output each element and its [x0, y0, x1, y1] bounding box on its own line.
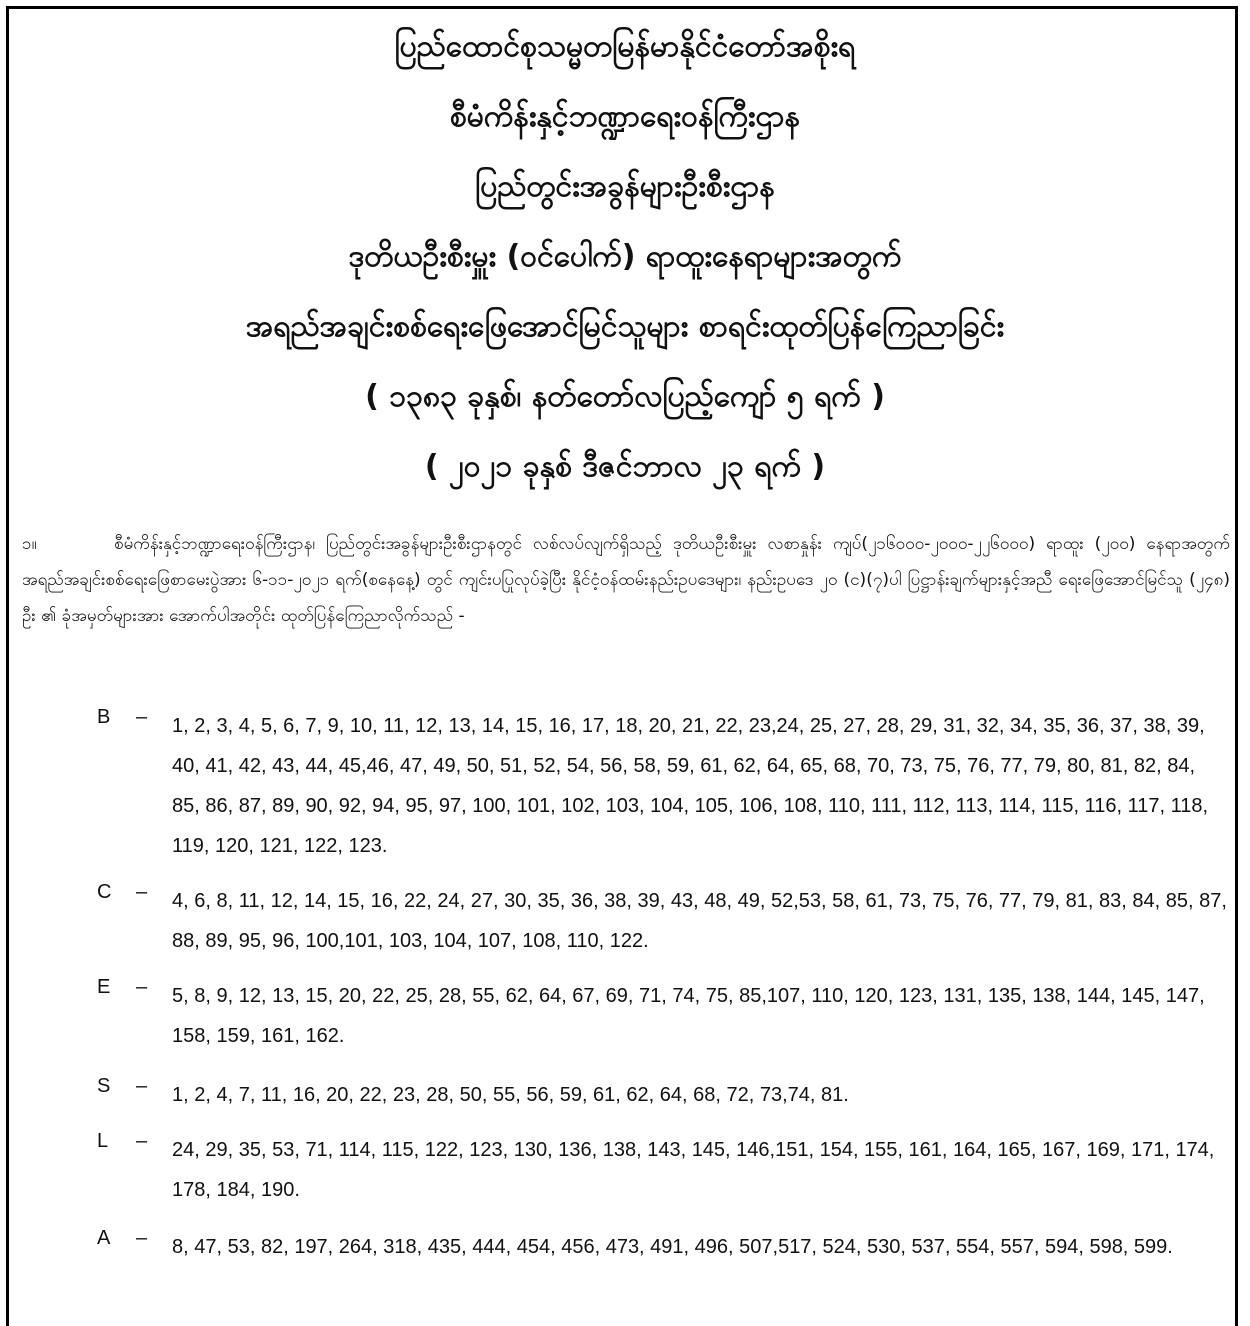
heading-government: ပြည်ထောင်စုသမ္မတမြန်မာနိုင်ငံတော်အစိုးရ [394, 29, 856, 64]
heading-ministry: စီမံကိန်းနှင့်ဘဏ္ဍာရေးဝန်ကြီးဌာန [449, 99, 801, 134]
list-dash: – [136, 1130, 148, 1152]
paragraph-number: ၁။ [22, 534, 37, 554]
heading-myanmar-date: ( ၁၃၈၃ ခုနှစ်၊ နတ်တော်လပြည့်ကျော် ၅ ရက် ) [365, 379, 885, 414]
heading-gregorian-date: ( ၂၀၂၁ ခုနှစ် ဒီဇင်ဘာလ ၂၃ ရက် ) [424, 449, 826, 484]
list-dash: – [136, 881, 148, 903]
list-numbers: 8, 47, 53, 82, 197, 264, 318, 435, 444, 454, 456, 473, 491, 496, 507,517, 524, 530, 537, 554, 557, 594, 598, 599. [172, 1236, 1173, 1258]
intro-paragraph [22, 526, 1230, 634]
list-letter: E [97, 976, 111, 998]
list-letter: S [97, 1075, 111, 1097]
list-numbers: 5, 8, 9, 12, 13, 15, 20, 22, 25, 28, 55, 62, 64, 67, 69, 71, 74, 75, 85,107, 110, 120, 123, 131, 135, 138, 144, 145, 147, 158, 159, 161, 162. [172, 985, 1205, 1047]
list-letter: C [97, 881, 112, 903]
list-dash: – [136, 706, 148, 728]
list-numbers: 4, 6, 8, 11, 12, 14, 15, 16, 22, 24, 27, 30, 35, 36, 38, 39, 43, 48, 49, 52,53, 58, 61, 73, 75, 76, 77, 79, 81, 83, 84, 85, 87, 88, 89, 95, 96, 100,101, 103, 104, 107, 108, 110, 122. [172, 890, 1227, 952]
list-dash: – [136, 1227, 148, 1249]
list-numbers: 1, 2, 4, 7, 11, 16, 20, 22, 23, 28, 50, 55, 56, 59, 61, 62, 64, 68, 72, 73,74, 81. [172, 1084, 849, 1106]
list-letter: A [97, 1227, 111, 1249]
list-numbers: 24, 29, 35, 53, 71, 114, 115, 122, 123, 130, 136, 138, 143, 145, 146,151, 154, 155, 161, 164, 165, 167, 169, 171, 174, 178, 184, 190. [172, 1139, 1215, 1201]
heading-position: ဒုတိယဦးစီးမှူး (ဝင်ပေါက်) ရာထူးနေရာများအတွက် [348, 239, 902, 274]
list-letter: B [97, 706, 111, 728]
list-letter: L [97, 1130, 109, 1152]
paragraph-text: စီမံကိန်းနှင့်ဘဏ္ဍာရေးဝန်ကြီးဌာန၊ ပြည်တွင်းအခွန်များဦးစီးဌာနတွင် လစ်လပ်လျက်ရှိသည့် ဒုတိယဦးစီးမှူး လစာနှုန်း ကျပ်(၂၁၆၀၀၀-၂၀၀၀-၂၂၆၀၀၀) ရာထူး (၂၀၀) နေရာအတွက် အရည်အချင်းစစ်ရေးဖြေစာမေးပွဲအား ၆-၁၁-၂၀၂၁ ရက်(စနေနေ့) တွင် ကျင်းပပြုလုပ်ခဲ့ပြီး နိုင်ငံ့ဝန်ထမ်းနည်းဥပဒေများ၊ နည်းဥပဒေ ၂၀ (င)(၇)ပါ ပြဋ္ဌာန်းချက်များနှင့်အညီ ရေးဖြေအောင်မြင်သူ (၂၄၈) ဦး ၏ ခုံအမှတ်များအား အောက်ပါအတိုင်း ထုတ်ပြန်ကြေညာလိုက်သည် - [22, 534, 1230, 626]
list-dash: – [136, 976, 148, 998]
list-numbers: 1, 2, 3, 4, 5, 6, 7, 9, 10, 11, 12, 13, 14, 15, 16, 17, 18, 20, 21, 22, 23,24, 25, 27, 28, 29, 31, 32, 34, 35, 36, 37, 38, 39, 40, 41, 42, 43, 44, 45,46, 47, 49, 50, 51, 52, 54, 56, 58, 59, 61, 62, 64, 65, 68, 70, 73, 75, 76, 77, 79, 80, 81, 82, 84, 85, 86, 87, 89, 90, 92, 94, 95, 97, 100, 101, 102, 103, 104, 105, 106, 108, 110, 111, 112, 113, 114, 115, 116, 117, 118, 119, 120, 121, 122, 123. [172, 715, 1209, 857]
list-dash: – [136, 1075, 148, 1097]
heading-announcement: အရည်အချင်းစစ်ရေးဖြေအောင်မြင်သူများ စာရင်းထုတ်ပြန်ကြေညာခြင်း [245, 309, 1005, 344]
heading-department: ပြည်တွင်းအခွန်များဦးစီးဌာန [475, 169, 775, 204]
